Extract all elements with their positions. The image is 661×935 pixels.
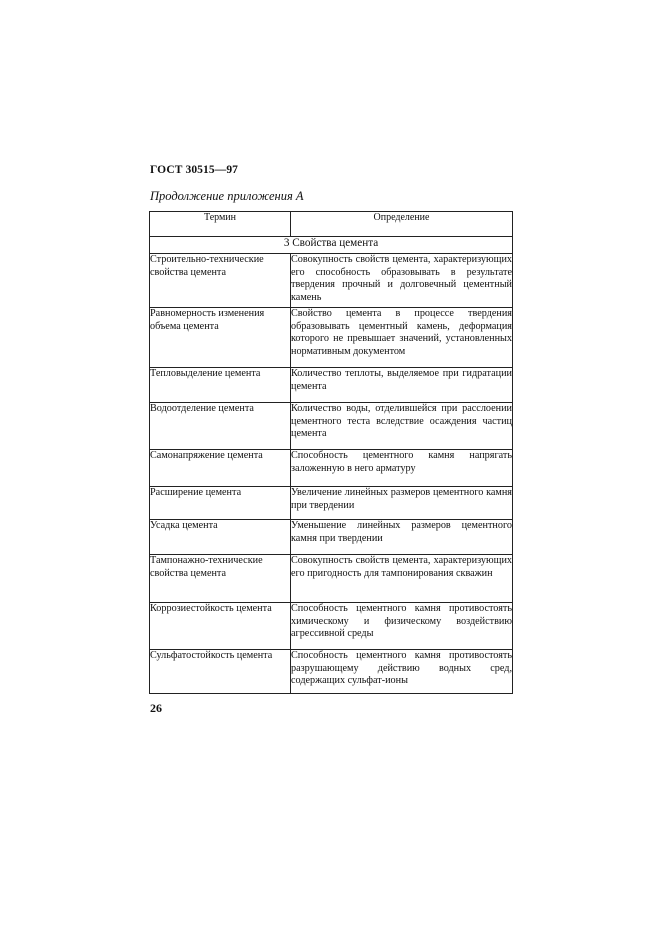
term-cell: Расширение цемента (150, 487, 291, 520)
table-row (150, 368, 513, 403)
table-row (150, 450, 513, 487)
table-row (150, 487, 513, 520)
document-standard-number: ГОСТ 30515—97 (150, 164, 239, 176)
table-row (150, 555, 513, 603)
column-header-term: Термин (150, 212, 291, 237)
term-cell: Строительно-технические свойства цемента (150, 254, 291, 308)
definition-cell: Количество теплоты, выделяемое при гидратации цемента (291, 368, 513, 403)
definition-cell: Способность цементного камня противостоять разрушающему действию водных сред, содержащих сульфат-ионы (291, 650, 513, 694)
table-row (150, 520, 513, 555)
definition-cell: Уменьшение линейных размеров цементного камня при твердении (291, 520, 513, 555)
definition-cell: Способность цементного камня напрягать заложенную в него арматуру (291, 450, 513, 487)
term-cell: Водоотделение цемента (150, 403, 291, 450)
terms-table (149, 211, 513, 694)
term-cell: Равномерность изменения объема цемента (150, 308, 291, 368)
definition-cell: Увеличение линейных размеров цементного камня при твердении (291, 487, 513, 520)
definition-cell: Совокупность свойств цемента, характеризующих его пригодность для тампонирования скважин (291, 555, 513, 603)
table-row (150, 403, 513, 450)
definition-cell: Свойство цемента в процессе твердения образовывать цементный камень, деформация которого не превышает значений, установленных нормативным документом (291, 308, 513, 368)
table-row (150, 254, 513, 308)
table-row (150, 603, 513, 650)
table-row (150, 308, 513, 368)
appendix-continuation-title: Продолжение приложения А (150, 189, 304, 203)
page-number: 26 (150, 701, 162, 715)
definition-cell: Способность цементного камня противостоять химическому и физическому воздействию агрессивной среды (291, 603, 513, 650)
term-cell: Коррозиестойкость цемента (150, 603, 291, 650)
term-cell: Самонапряжение цемента (150, 450, 291, 487)
term-cell: Сульфатостойкость цемента (150, 650, 291, 694)
term-cell: Тампонажно-технические свойства цемента (150, 555, 291, 603)
term-cell: Тепловыделение цемента (150, 368, 291, 403)
table-header-row (150, 212, 513, 237)
section-title: 3 Свойства цемента (150, 237, 513, 254)
column-header-definition: Определение (291, 212, 513, 237)
definition-cell: Количество воды, отделившейся при расслоении цементного теста вследствие осаждения частиц цемента (291, 403, 513, 450)
definition-cell: Совокупность свойств цемента, характеризующих его способность образовывать в результате твердения прочный и долговечный цементный камень (291, 254, 513, 308)
table-row (150, 650, 513, 694)
section-row (150, 237, 513, 254)
term-cell: Усадка цемента (150, 520, 291, 555)
